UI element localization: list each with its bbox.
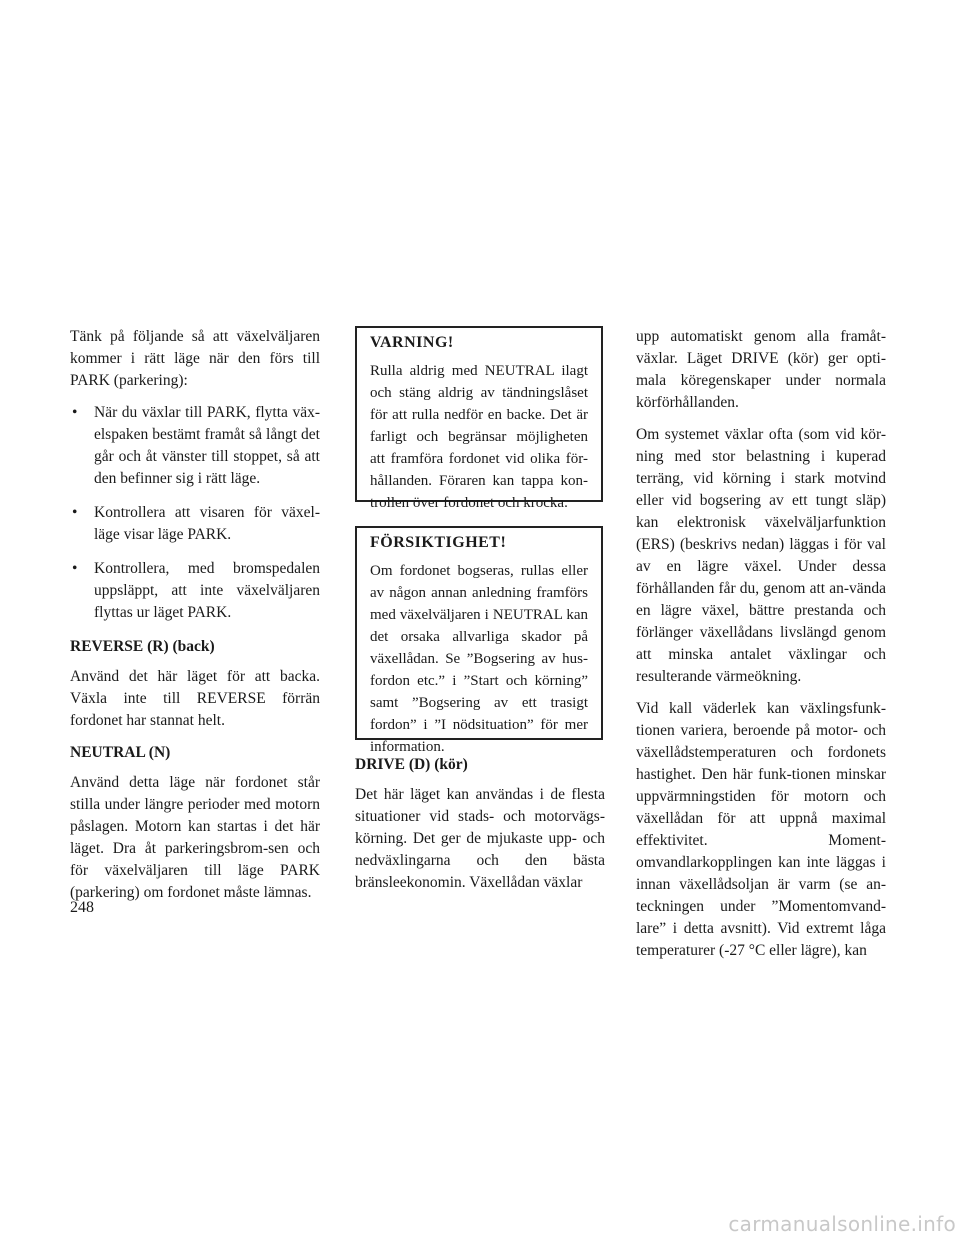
warning-title: VARNING! xyxy=(370,334,454,351)
page-number: 248 xyxy=(70,899,94,916)
warning-box xyxy=(355,326,603,511)
bullet-icon: • xyxy=(72,504,78,521)
intro-paragraph: Tänk på följande så att växelväljaren kommer i rätt läge när den förs till PARK (parkering): xyxy=(70,328,320,389)
list-item: • Kontrollera, med bromspedalen uppsläppt, att inte växelväljaren flyttas ur läget PARK. xyxy=(72,560,320,621)
watermark: carmanualsonline.info xyxy=(728,1212,956,1236)
column-right xyxy=(636,326,886,972)
drive-heading: DRIVE (D) (kör) xyxy=(355,756,468,773)
ers-paragraph: Om systemet växlar ofta (som vid kör-ning med stor belastning i kuperad terräng, vid körning i stark motvind eller vid bogsering av ett tungt släp) kan elektronisk växelväljarfunktion (ERS) (beskrivs nedan) läggas i för val av en lägre växel. Under dessa förhållanden får du, genom att an-vända en lägre växel, bättre prestanda och förlänger växellådans livslängd genom att minska antalet växlingar och resulterande värmeökning. xyxy=(636,426,886,685)
drive-continued-paragraph: upp automatiskt genom alla framåt-växlar. Läget DRIVE (kör) ger opti-mala köregenskaper under normala körförhållanden. xyxy=(636,328,886,411)
neutral-paragraph: Använd detta läge när fordonet står stilla under längre perioder med motorn påslagen. Motorn kan startas i det här läget. Dra åt parkeringsbrom-sen och för växelväljaren till läge PARK (parkering) om fordonet måste lämnas. xyxy=(70,774,320,901)
warning-text: Rulla aldrig med NEUTRAL ilagt och stäng aldrig av tändningslåset för att rulla nedför en backe. Det är farligt och begränsar möjligheten att framföra fordonet vid olika för-hållanden. Föraren kan tappa kon-trollen över fordonet och krocka. xyxy=(370,363,588,511)
bullet-icon: • xyxy=(72,404,78,421)
caution-box xyxy=(355,526,603,755)
column-left xyxy=(70,326,320,914)
list-item: • Kontrollera att visaren för växel-läge visar läge PARK. xyxy=(72,504,320,543)
bullet-icon: • xyxy=(72,560,78,577)
cold-weather-paragraph: Vid kall väderlek kan växlingsfunk-tionen variera, beroende på motor- och växellådstemperaturen och fordonets hastighet. Den här funk-tionen minskar uppvärmningstiden för motorn och växellådan för att uppnå maximal effektivitet. Moment-omvandlarkopplingen kan inte läggas i innan växellådsoljan är varm (se an-teckningen under ”Momentomvand-lare” i detta avsnitt). Vid extremt låga temperaturer (-27 °C eller lägre), kan xyxy=(636,700,886,959)
reverse-heading: REVERSE (R) (back) xyxy=(70,638,215,655)
neutral-heading: NEUTRAL (N) xyxy=(70,744,171,761)
caution-title: FÖRSIKTIGHET! xyxy=(370,534,507,551)
park-checklist xyxy=(70,402,320,624)
reverse-paragraph: Använd det här läget för att backa. Växla inte till REVERSE förrän fordonet har stannat helt. xyxy=(70,668,320,729)
caution-text: Om fordonet bogseras, rullas eller av någon annan anledning framförs med växelväljaren i NEUTRAL kan det orsaka allvarliga skador på växellådan. Se ”Bogsering av hus-fordon etc.” i ”Start och körning” samt ”Bogsering av ett trasigt fordon” i ”I nödsituation” för mer information. xyxy=(370,563,588,755)
column-middle xyxy=(355,326,605,904)
list-item: • När du växlar till PARK, flytta väx-elspaken bestämt framåt så långt det går och åt vänster till stoppet, så att den befinner sig i rätt läge. xyxy=(72,404,320,487)
drive-paragraph: Det här läget kan användas i de flesta situationer vid stads- och motorvägs-körning. Det ger de mjukaste upp- och nedväxlingarna och den bästa bränsleekonomin. Växellådan växlar xyxy=(355,786,605,891)
